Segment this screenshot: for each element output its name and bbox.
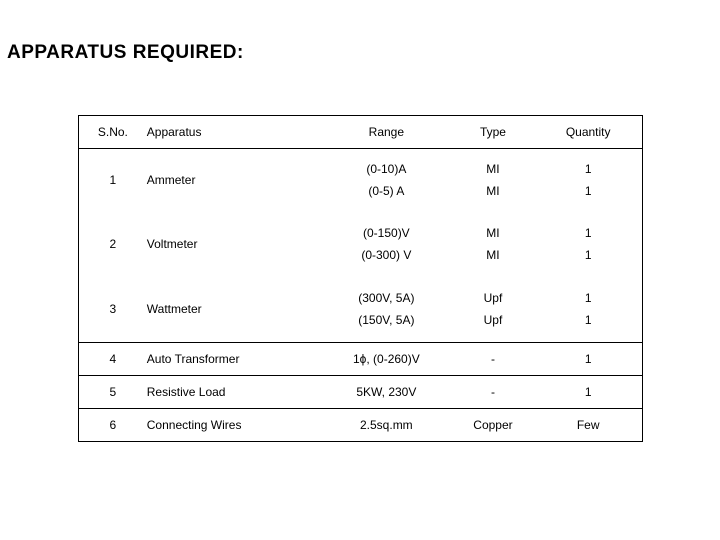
row-type: - [490,385,495,399]
row-quantity: Few [576,418,600,432]
table-row [79,409,643,442]
row-sno: 6 [109,418,117,432]
row-range [321,211,452,277]
row-range: 1ϕ, (0-260)V [352,352,420,366]
row-type [452,149,535,211]
header-quantity: Quantity [534,116,642,149]
type-value: MI [486,225,500,240]
table-row [79,211,643,277]
row-quantity: 1 [584,385,592,399]
quantity-value: 1 [584,183,592,198]
row-quantity [534,277,642,343]
row-type: - [490,352,495,366]
row-type [452,277,535,343]
row-apparatus: Resistive Load [146,385,226,399]
type-value: MI [486,161,500,176]
header-range: Range [321,116,452,149]
row-apparatus: Ammeter [146,172,196,187]
row-quantity: 1 [584,352,592,366]
row-quantity [534,211,642,277]
row-sno: 5 [109,385,117,399]
header-apparatus: Apparatus [147,116,321,149]
row-quantity [534,149,642,211]
row-type: Copper [473,418,513,432]
row-range [321,149,452,211]
range-value: (300V, 5A) [358,291,415,306]
row-sno: 4 [109,352,117,366]
table-row [79,343,643,376]
row-sno: 1 [109,172,117,187]
range-value: (0-5) A [368,183,405,198]
table-row [79,376,643,409]
header-type: Type [452,116,535,149]
apparatus-table [78,115,643,442]
table-row [79,277,643,343]
quantity-value: 1 [584,225,592,240]
range-value: (0-300) V [361,247,412,262]
header-sno: S.No. [79,116,147,149]
quantity-value: 1 [584,313,592,328]
type-value: MI [486,247,500,262]
row-apparatus: Auto Transformer [146,352,240,366]
quantity-value: 1 [584,247,592,262]
row-sno: 2 [109,236,117,251]
type-value: Upf [483,291,503,306]
row-sno: 3 [109,302,117,317]
row-apparatus: Voltmeter [146,236,198,251]
quantity-value: 1 [584,161,592,176]
type-value: MI [486,183,500,198]
range-value: (0-150)V [363,225,410,240]
type-value: Upf [483,313,503,328]
range-value: (150V, 5A) [358,313,415,328]
range-value: (0-10)A [366,161,407,176]
row-apparatus: Wattmeter [146,302,202,317]
table-row [79,149,643,211]
row-apparatus: Connecting Wires [146,418,242,432]
row-type [452,211,535,277]
quantity-value: 1 [584,291,592,306]
table-header-row [79,116,643,149]
row-range [321,277,452,343]
row-range: 2.5sq.mm [360,418,413,432]
row-range: 5KW, 230V [356,385,417,399]
page-title: APPARATUS REQUIRED: [7,42,244,63]
